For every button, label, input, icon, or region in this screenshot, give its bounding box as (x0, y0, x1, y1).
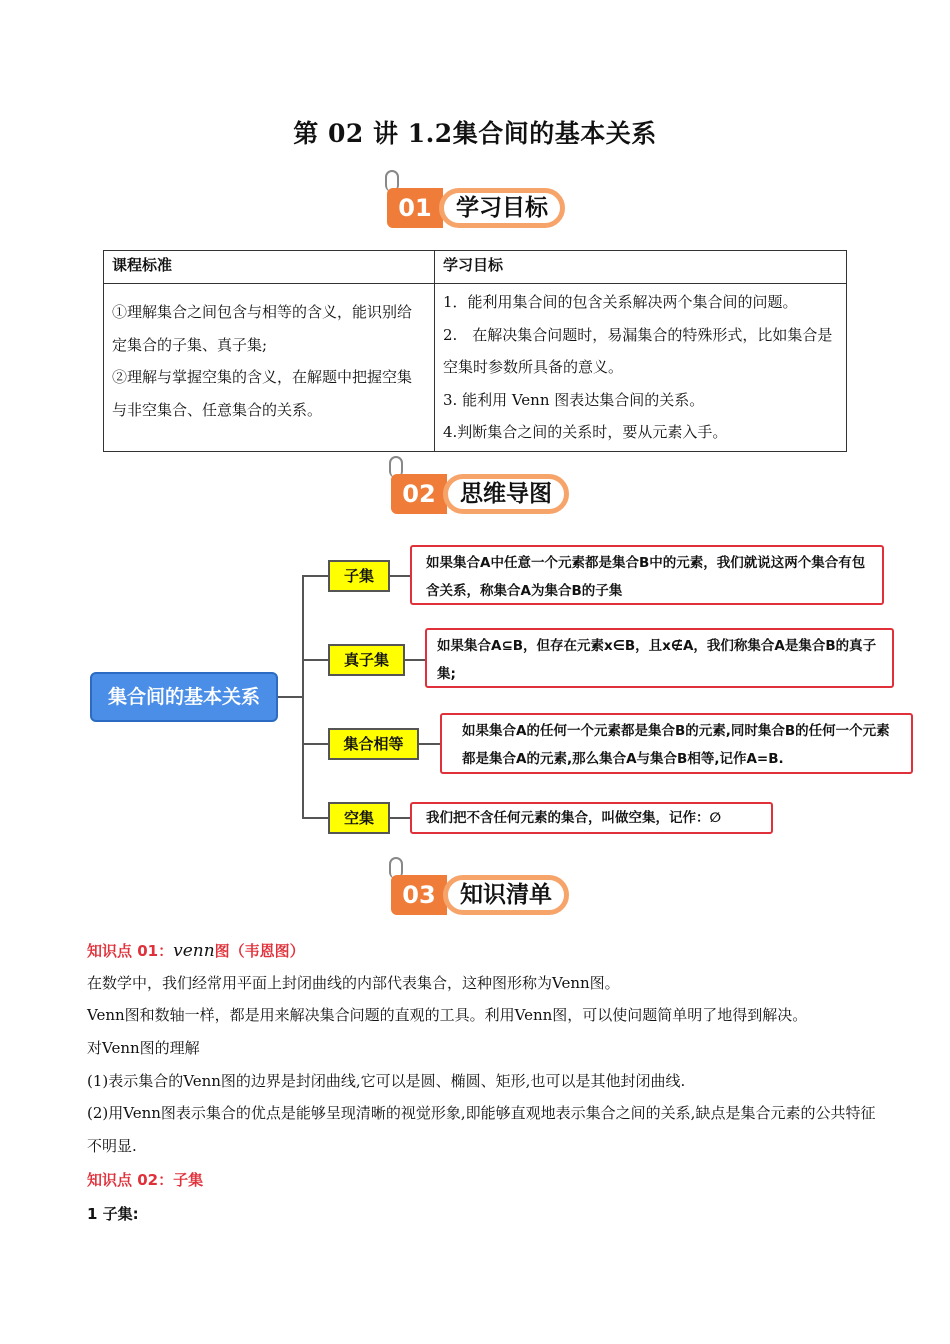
section-header-01 (385, 178, 569, 230)
mindmap-desc-subset: 如果集合A中任意一个元素都是集合B中的元素，我们就说这两个集合有包含关系，称集合A为集合B的子集 (410, 545, 884, 605)
goal-item: 2. 在解决集合问题时，易漏集合的特殊形式，比如集合是空集时参数所具备的意义。 (443, 325, 833, 376)
mindmap-root: 集合间的基本关系 (90, 672, 278, 722)
table-header-goals: 学习目标 (435, 251, 847, 284)
mindmap-desc-proper-subset: 如果集合A⊆B，但存在元素x∈B，且x∉A，我们称集合A是集合B的真子集; (425, 628, 894, 688)
goal-item: 3. 能利用 Venn 图表达集合间的关系。 (443, 390, 705, 409)
connector-line (302, 817, 328, 819)
section-header-02 (389, 464, 573, 516)
paragraph: (2)用Venn图表示集合的优点是能够呈现清晰的视觉形象,即能够直观地表示集合之间的关系,缺点是集合元素的公共特征不明显. (87, 1104, 876, 1155)
paragraph: 在数学中，我们经常用平面上封闭曲线的内部代表集合，这种图形称为Venn图。 (87, 974, 620, 992)
connector-line (419, 743, 440, 745)
mindmap-node-equal-sets: 集合相等 (328, 728, 419, 760)
section-number: 02 (391, 474, 447, 514)
page-title: 第 02 讲 1.2集合间的基本关系 (293, 119, 657, 148)
paragraph: (1)表示集合的Venn图的边界是封闭曲线,它可以是圆、椭圆、矩形,也可以是其他封闭曲线. (87, 1072, 686, 1090)
standard-item: ②理解与掌握空集的含义，在解题中把握空集与非空集合、任意集合的关系。 (112, 368, 413, 419)
goal-item: 4.判断集合之间的关系时，要从元素入手。 (443, 423, 728, 441)
course-standard-cell (104, 284, 435, 452)
goal-item: 1．能利用集合间的包含关系解决两个集合间的问题。 (443, 293, 798, 311)
learning-goals-cell (435, 284, 847, 452)
mindmap-node-empty-set: 空集 (328, 802, 390, 834)
standard-item: ①理解集合之间包含与相等的含义，能识别给定集合的子集、真子集; (112, 303, 413, 354)
paragraph: Venn图和数轴一样，都是用来解决集合问题的直观的工具。利用Venn图，可以使问题简单明了地得到解决。 (87, 1006, 808, 1024)
connector-line (278, 696, 302, 698)
mindmap-desc-equal-sets: 如果集合A的任何一个元素都是集合B的元素,同时集合B的任何一个元素都是集合A的元素,那么集合A与集合B相等,记作A=B. (440, 713, 913, 774)
mindmap-node-subset: 子集 (328, 560, 390, 592)
mindmap-node-proper-subset: 真子集 (328, 644, 405, 676)
subsection-heading: 1 子集: (87, 1205, 139, 1223)
connector-line (390, 817, 410, 819)
section-label: 思维导图 (443, 474, 569, 514)
section-label: 知识清单 (443, 875, 569, 915)
connector-line (302, 743, 328, 745)
connector-line (302, 575, 304, 818)
connector-line (390, 575, 410, 577)
section-number: 01 (387, 188, 443, 228)
table-header-standard: 课程标准 (104, 251, 435, 284)
connector-line (302, 575, 328, 577)
knowledge-point-02-title: 知识点 02：子集 (87, 1171, 204, 1189)
mindmap-desc-empty-set: 我们把不含任何元素的集合，叫做空集，记作：∅ (410, 802, 773, 834)
connector-line (302, 659, 328, 661)
paragraph: 对Venn图的理解 (87, 1039, 200, 1057)
section-number: 03 (391, 875, 447, 915)
knowledge-point-01-title: 知识点 01：venn图（韦恩图） (87, 941, 305, 961)
connector-line (405, 659, 425, 661)
goals-table (103, 250, 847, 452)
section-header-03 (389, 865, 573, 917)
section-label: 学习目标 (439, 188, 565, 228)
